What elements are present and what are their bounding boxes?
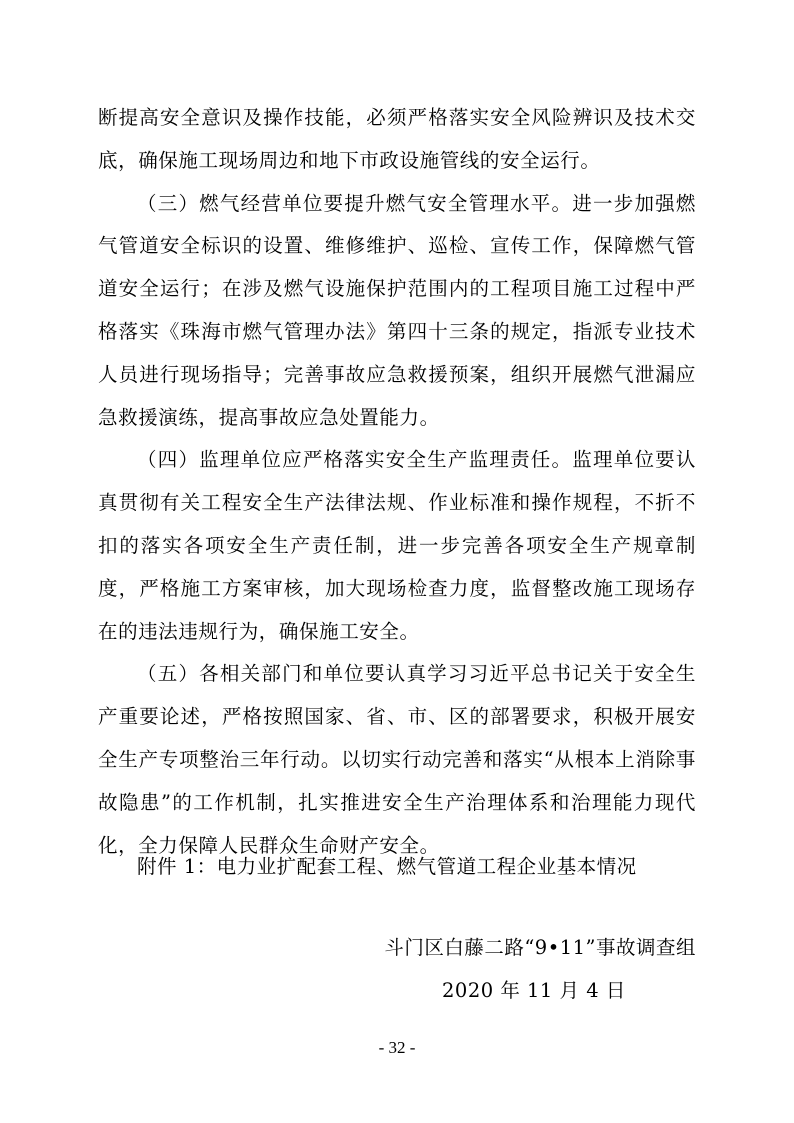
signature-investigation-group: 斗门区白藤二路“9•11”事故调查组 — [384, 936, 696, 959]
document-date: 2020 年 11 月 4 日 — [442, 979, 626, 1002]
page-number: - 32 - — [378, 1038, 416, 1057]
body-text — [98, 97, 696, 867]
paragraph-departments: （五）各相关部门和单位要认真学习习近平总书记关于安全生产重要论述，严格按照国家、省、市、区的部署要求，积极开展安全生产专项整治三年行动。以切实行动完善和落实“从根本上消除事故隐患”的工作机制，扎实推进安全生产治理体系和治理能力现代化，全力保障人民群众生命财产安全。 — [98, 662, 696, 857]
paragraph-supervision-unit: （四）监理单位应严格落实安全生产监理责任。监理单位要认真贯彻有关工程安全生产法律法规、作业标准和操作规程，不折不扣的落实各项安全生产责任制，进一步完善各项安全生产规章制度，严格施工方案审核，加大现场检查力度，监督整改施工现场存在的违法违规行为，确保施工安全。 — [98, 448, 696, 643]
attachment-line: 附件 1：电力业扩配套工程、燃气管道工程企业基本情况 — [137, 855, 637, 878]
paragraph-continuation: 断提高安全意识及操作技能，必须严格落实安全风险辨识及技术交底，确保施工现场周边和地下市政设施管线的安全运行。 — [98, 106, 696, 172]
paragraph-gas-operator: （三）燃气经营单位要提升燃气安全管理水平。进一步加强燃气管道安全标识的设置、维修维护、巡检、宣传工作，保障燃气管道安全运行；在涉及燃气设施保护范围内的工程项目施工过程中严格落实《珠海市燃气管理办法》第四十三条的规定，指派专业技术人员进行现场指导；完善事故应急救援预案，组织开展燃气泄漏应急救援演练，提高事故应急处置能力。 — [98, 191, 696, 429]
